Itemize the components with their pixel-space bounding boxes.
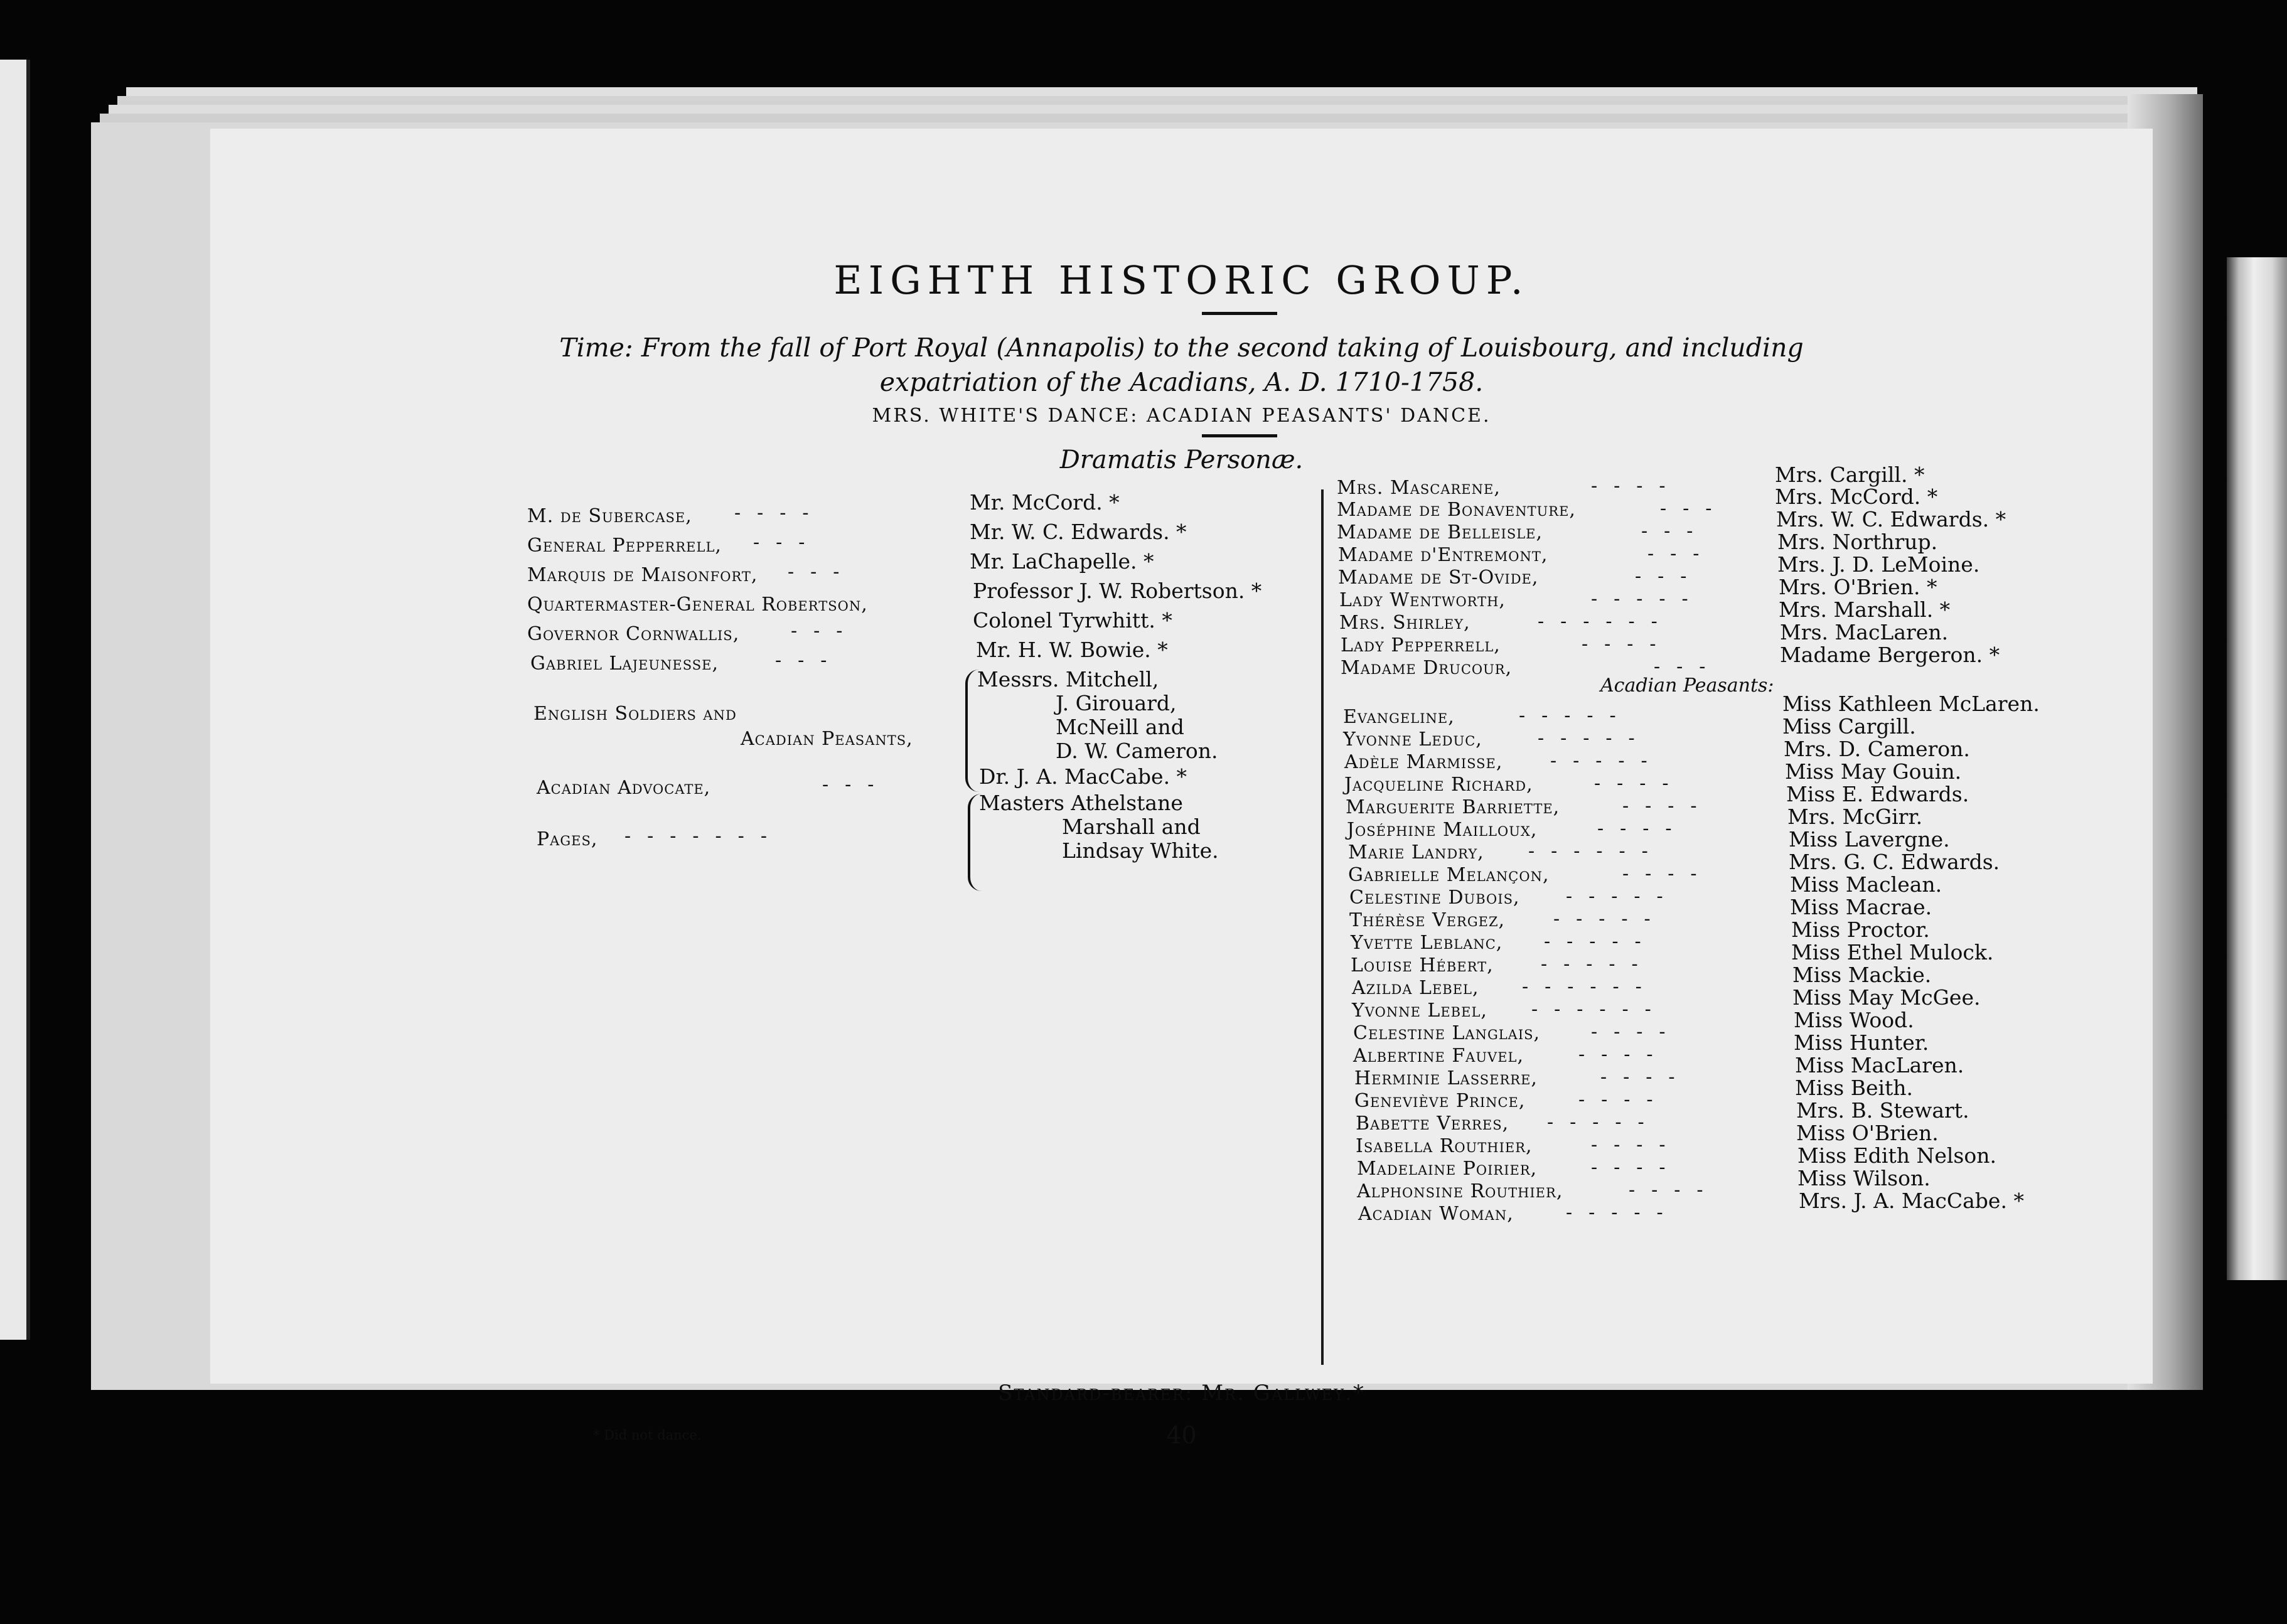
leader-dots: ----- <box>1553 908 1667 930</box>
leader-dots: ----- <box>1591 588 1705 610</box>
book-page <box>210 129 2153 1449</box>
leader-dots: --- <box>1635 565 1703 587</box>
cast-actor: McNeill and <box>1056 715 1184 739</box>
leader-dots: ----- <box>1566 1202 1679 1224</box>
cast-role: Madame de St-Ovide, <box>1338 567 1539 589</box>
dance-line: MRS. WHITE'S DANCE: ACADIAN PEASANTS' DANCE. <box>872 405 1491 427</box>
leader-dots: --- <box>753 532 822 553</box>
leader-dots: ----- <box>1547 1111 1661 1133</box>
cast-actor: Mrs. W. C. Edwards. * <box>1776 507 2006 532</box>
cast-actor: Miss Proctor. <box>1791 917 1930 942</box>
leader-dots: ---- <box>1594 772 1685 794</box>
adjacent-photo-edge <box>2227 257 2287 1280</box>
cast-role: Quartermaster-General Robertson, <box>527 594 868 616</box>
cast-actor: Miss Mackie. <box>1792 963 1932 987</box>
cast-role: Pages, <box>537 828 598 850</box>
cast-role: Thérèse Vergez, <box>1349 909 1506 931</box>
cast-role: Madame de Bonaventure, <box>1337 499 1576 521</box>
leader-dots: ---- <box>1591 1021 1682 1043</box>
cast-actor: Mrs. D. Cameron. <box>1784 737 1970 761</box>
cast-role: Madame de Belleisle, <box>1337 521 1543 543</box>
cast-role: Louise Hébert, <box>1351 954 1494 976</box>
cast-role: General Pepperrell, <box>527 535 722 557</box>
leader-dots: ---- <box>1622 863 1713 885</box>
leader-dots: ------ <box>1522 976 1658 998</box>
leader-dots: --- <box>1660 498 1728 520</box>
leader-dots: ---- <box>1582 633 1673 655</box>
cast-role: Acadian Woman, <box>1358 1203 1514 1225</box>
cast-actor: Miss O'Brien. <box>1796 1121 1939 1145</box>
cast-role: Azilda Lebel, <box>1352 977 1479 999</box>
cast-role: Gabrielle Melançon, <box>1348 864 1550 886</box>
cast-actor: Madame Bergeron. * <box>1780 643 2000 667</box>
cast-role: Isabella Routhier, <box>1356 1135 1533 1157</box>
cast-role: Babette Verres, <box>1356 1113 1509 1135</box>
cast-actor: Messrs. Mitchell, <box>977 667 1159 692</box>
cast-actor: Mrs. McGirr. <box>1787 804 1923 829</box>
cast-role: English Soldiers and <box>533 703 737 725</box>
cast-role: Mrs. Shirley, <box>1339 612 1470 634</box>
leader-dots: --- <box>1647 543 1716 565</box>
cast-role: Evangeline, <box>1343 706 1455 728</box>
cast-role: Mrs. Mascarene, <box>1337 477 1501 499</box>
time-line: Time: From the fall of Port Royal (Annapolis) to the second taking of Louisbourg, and including <box>559 333 1804 363</box>
cast-role: Herminie Lasserre, <box>1354 1067 1538 1089</box>
cast-role: Geneviève Prince, <box>1354 1090 1526 1112</box>
leader-dots: ----- <box>1541 953 1654 975</box>
leader-dots: ------ <box>1528 840 1664 862</box>
cast-actor: Miss May McGee. <box>1792 985 1981 1010</box>
dramatis-personae-heading: Dramatis Personæ. <box>1059 446 1304 474</box>
cast-role: Marquis de Maisonfort, <box>527 564 758 586</box>
cast-role: Governor Cornwallis, <box>527 623 740 645</box>
cast-actor: Mr. LaChapelle. * <box>970 549 1154 574</box>
cast-actor: Miss Beith. <box>1795 1076 1914 1100</box>
leader-dots: --- <box>1654 656 1722 678</box>
peasants-heading: Acadian Peasants: <box>1600 675 1774 697</box>
cast-actor: Mrs. J. A. MacCabe. * <box>1799 1189 2024 1213</box>
leader-dots: --- <box>791 620 859 642</box>
leader-dots: ----- <box>1538 727 1651 749</box>
cast-role: Marguerite Barriette, <box>1346 796 1560 818</box>
cast-role: Gabriel Lajeunesse, <box>530 653 719 675</box>
cast-role: Alphonsine Routhier, <box>1357 1180 1563 1202</box>
leader-dots: ---- <box>1578 1089 1669 1111</box>
adjacent-page-sliver <box>0 60 30 1340</box>
leader-dots: ----- <box>1566 885 1679 907</box>
cast-role: Lady Pepperrell, <box>1341 634 1501 656</box>
cast-actor: Mrs. McCord. * <box>1775 484 1938 509</box>
cast-actor: Miss E. Edwards. <box>1786 782 1969 806</box>
cast-actor: Mrs. MacLaren. <box>1780 620 1949 644</box>
cast-actor: J. Girouard, <box>1056 691 1177 715</box>
column-separator <box>1321 489 1324 1365</box>
cast-actor: Mrs. G. C. Edwards. <box>1789 850 2000 874</box>
cast-actor: Mrs. Cargill. * <box>1775 462 1925 487</box>
leader-dots: --- <box>822 774 891 796</box>
cast-actor: Lindsay White. <box>1062 838 1219 863</box>
standard-bearer: Standard-bearer: Mr. Gallwey.* <box>998 1381 1365 1406</box>
leader-dots: ------ <box>1538 611 1674 633</box>
dance-rule <box>1202 434 1277 437</box>
cast-actor: Mr. H. W. Bowie. * <box>976 638 1168 662</box>
cast-role: Madame Drucour, <box>1341 657 1513 679</box>
time-period-line: expatriation of the Acadians, A. D. 1710-1758. <box>879 367 1484 397</box>
cast-actor: Masters Athelstane <box>979 791 1183 815</box>
cast-actor: Miss MacLaren. <box>1795 1053 1964 1077</box>
cast-actor: Colonel Tyrwhitt. * <box>973 608 1172 633</box>
cast-actor: Miss Wood. <box>1794 1008 1914 1032</box>
cast-actor: Mrs. B. Stewart. <box>1796 1098 1969 1123</box>
cast-role: Celestine Dubois, <box>1349 887 1520 909</box>
cast-role: Adèle Marmisse, <box>1344 751 1503 773</box>
leader-dots: ----- <box>1550 750 1664 772</box>
cast-actor: Dr. J. A. MacCabe. * <box>979 764 1187 789</box>
leader-dots: ------ <box>1531 998 1668 1020</box>
cast-actor: Miss May Gouin. <box>1785 759 1962 784</box>
cast-actor: Miss Lavergne. <box>1789 827 1950 852</box>
cast-role: Yvonne Leduc, <box>1343 729 1482 751</box>
cast-role: Acadian Advocate, <box>537 777 711 799</box>
leader-dots: ---- <box>1591 1134 1682 1156</box>
footnote: * Did not dance. <box>593 1428 702 1443</box>
cast-role: Lady Wentworth, <box>1339 589 1506 611</box>
leader-dots: ---- <box>1591 1157 1682 1178</box>
leader-dots: ----- <box>1519 705 1632 727</box>
leader-dots: ---- <box>1578 1044 1669 1066</box>
cast-role: Madelaine Poirier, <box>1357 1158 1538 1180</box>
cast-actor: Miss Maclean. <box>1790 872 1942 897</box>
leader-dots: ---- <box>1600 1066 1691 1088</box>
leader-dots: ---- <box>1591 475 1682 497</box>
cast-actor: Miss Macrae. <box>1790 895 1932 919</box>
leader-dots: ----- <box>1544 931 1658 953</box>
leader-dots: ---- <box>734 502 825 524</box>
leader-dots: --- <box>1641 520 1710 542</box>
page-title: EIGHTH HISTORIC GROUP. <box>833 257 1529 303</box>
cast-role: Acadian Peasants, <box>741 728 913 750</box>
cast-actor: Miss Wilson. <box>1797 1166 1931 1190</box>
title-rule <box>1202 312 1277 315</box>
cast-role: Yvonne Lebel, <box>1352 1000 1487 1022</box>
cast-role: Yvette Leblanc, <box>1351 932 1503 954</box>
cast-actor: Miss Hunter. <box>1794 1030 1929 1055</box>
cast-actor: Mrs. J. D. LeMoine. <box>1777 552 1980 577</box>
cast-actor: Miss Edith Nelson. <box>1797 1143 1996 1168</box>
cast-actor: Mrs. Marshall. * <box>1779 597 1951 622</box>
cast-actor: Miss Cargill. <box>1782 714 1916 739</box>
cast-actor: Mr. W. C. Edwards. * <box>970 520 1187 544</box>
cast-role: M. de Subercase, <box>527 505 692 527</box>
cast-actor: Mrs. Northrup. <box>1777 530 1938 554</box>
cast-actor: Miss Kathleen McLaren. <box>1782 692 2040 716</box>
leader-dots: ---- <box>1629 1179 1720 1201</box>
cast-actor: Marshall and <box>1062 815 1201 839</box>
cast-role: Madame d'Entremont, <box>1338 544 1548 566</box>
leader-dots: --- <box>775 649 844 671</box>
cast-role: Marie Landry, <box>1348 841 1484 863</box>
cast-actor: Miss Ethel Mulock. <box>1791 940 1994 964</box>
leader-dots: --- <box>788 561 856 583</box>
cast-actor: Professor J. W. Robertson. * <box>973 579 1262 603</box>
cast-actor: D. W. Cameron. <box>1056 739 1218 763</box>
cast-actor: Mrs. O'Brien. * <box>1779 575 1937 599</box>
leader-dots: ---- <box>1622 795 1713 817</box>
cast-actor: Mr. McCord. * <box>970 490 1120 515</box>
cast-role: Celestine Langlais, <box>1353 1022 1541 1044</box>
cast-role: Joséphine Mailloux, <box>1347 819 1538 841</box>
leader-dots: ---- <box>1597 818 1688 840</box>
cast-role: Albertine Fauvel, <box>1353 1045 1524 1067</box>
page-number: 40 <box>1166 1421 1197 1449</box>
leader-dots: ------- <box>624 825 783 847</box>
cast-role: Jacqueline Richard, <box>1344 774 1533 796</box>
